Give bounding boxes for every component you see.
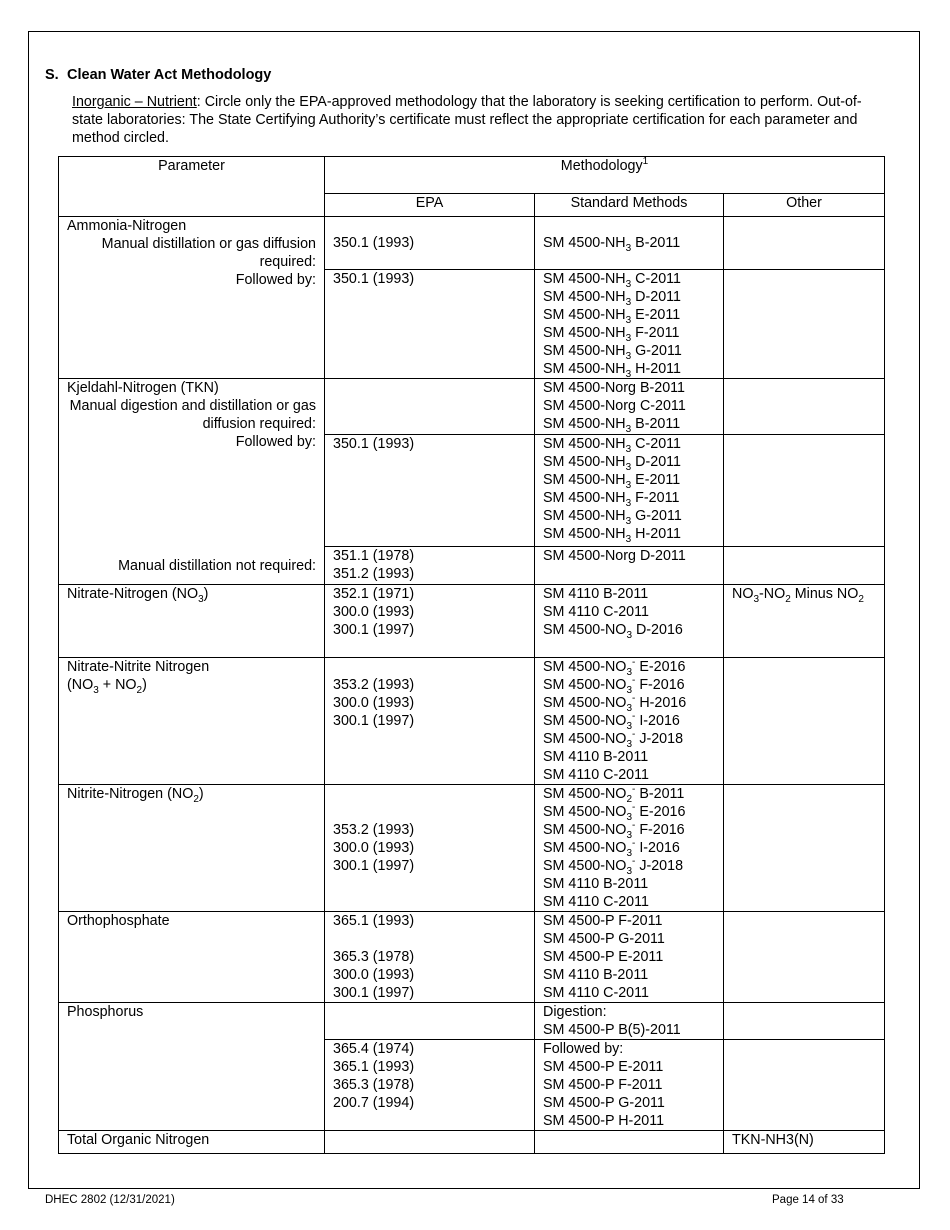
sm-cell: SM $4500-NO_3^-$ E-2016 SM $4500-NO_3^-$ F-2016 SM $4500-NO_3^-$ H-2016 SM $4500-NO_3^-$ I-2016 SM $4500-NO_3^-$ J-2018 SM 4110 B-2011 SM 4110 C-2011 (535, 658, 724, 785)
param-orthophosphate: Orthophosphate (59, 912, 325, 1003)
param-name: Kjeldahl-Nitrogen (TKN) (67, 380, 219, 396)
sm-cell: SM 4110 B-2011 SM 4110 C-2011 SM $4500-NO_3$ D-2016 (535, 585, 724, 658)
section-title-text: Clean Water Act Methodology (67, 67, 272, 83)
header-methodology: Methodology$^1$ (325, 157, 885, 194)
param-subcondition: Manual distillation or gas diffusion required: (101, 236, 316, 270)
param-phosphorus: Phosphorus (59, 1003, 325, 1131)
sm-cell: SM $4500-NH_3$ B-2011 (535, 217, 724, 270)
header-other: Other (724, 194, 885, 217)
table-row (59, 585, 885, 658)
table-row (59, 1131, 885, 1154)
epa-cell: 351.1 (1978) 351.2 (1993) (325, 547, 535, 585)
param-ammonia (59, 217, 325, 379)
param-subcondition-2: Manual distillation not required: (118, 558, 316, 574)
sm-cell: SM $4500-NH_3$ C-2011 SM $4500-NH_3$ D-2011 SM $4500-NH_3$ E-2011 SM $4500-NH_3$ F-2011 SM $4500-NH_3$ G-2011 SM $4500-NH_3$ H-2011 (535, 270, 724, 379)
param-nitrate-nitrite: Nitrate-Nitrite Nitrogen $(NO_3 + NO_2)$ (59, 658, 325, 785)
epa-cell: 353.2 (1993) 300.0 (1993) 300.1 (1997) (325, 785, 535, 912)
sm-cell: Digestion: SM 4500-P B(5)-2011 (535, 1003, 724, 1040)
sm-cell: SM $4500-NH_3$ C-2011 SM $4500-NH_3$ D-2011 SM $4500-NH_3$ E-2011 SM $4500-NH_3$ F-2011 SM $4500-NH_3$ G-2011 SM $4500-NH_3$ H-2011 (535, 435, 724, 547)
other-cell (724, 547, 885, 585)
methodology-table (58, 156, 885, 1154)
intro-label: Inorganic – Nutrient (72, 94, 197, 110)
footnote-marker: 1 (642, 156, 649, 168)
table-row (59, 379, 885, 435)
epa-cell: 350.1 (1993) (325, 217, 535, 270)
sm-cell: SM 4500-Norg D-2011 (535, 547, 724, 585)
epa-cell: 350.1 (1993) (325, 270, 535, 379)
sm-cell: SM $4500-NO_2^-$ B-2011 SM $4500-NO_3^-$ E-2016 SM $4500-NO_3^-$ F-2016 SM $4500-NO_3^-$ I-2016 SM $4500-NO_3^-$ J-2018 SM 4110 B-2011 SM 4110 C-2011 (535, 785, 724, 912)
other-cell (724, 1040, 885, 1131)
epa-cell (325, 1003, 535, 1040)
other-cell (724, 1003, 885, 1040)
other-cell: $NO_3-NO_2$ Minus $NO_2$ (724, 585, 885, 658)
param-total-organic-nitrogen: Total Organic Nitrogen (59, 1131, 325, 1154)
intro-paragraph (72, 93, 890, 147)
other-cell (724, 785, 885, 912)
header-epa: EPA (325, 194, 535, 217)
epa-cell (325, 1131, 535, 1154)
param-subcondition: Manual digestion and distillation or gas diffusion required: (69, 398, 316, 432)
param-followed-by: Followed by: (235, 272, 316, 288)
table-row (59, 1003, 885, 1040)
epa-cell (325, 379, 535, 435)
param-nitrate: Nitrate-Nitrogen $(NO_3)$ (59, 585, 325, 658)
section-letter: S. (45, 67, 59, 83)
table-row (59, 217, 885, 270)
table-row (59, 785, 885, 912)
other-cell (724, 912, 885, 1003)
sm-cell: Followed by: SM 4500-P E-2011 SM 4500-P F-2011 SM 4500-P G-2011 SM 4500-P H-2011 (535, 1040, 724, 1131)
footer-page-number: Page 14 of 33 (772, 1194, 844, 1206)
footer-form-id: DHEC 2802 (12/31/2021) (45, 1194, 175, 1206)
param-nitrite: Nitrite-Nitrogen $(NO_2)$ (59, 785, 325, 912)
param-tkn (59, 379, 325, 585)
param-followed-by: Followed by: (235, 434, 316, 450)
intro-text: : Circle only the EPA-approved methodology that the laboratory is seeking certification to perform. Out-of-state laboratories: The State Certifying Authority’s certificate must reflect the appropriate certification for each parameter and method circled. (72, 94, 862, 146)
other-cell: TKN-NH3(N) (724, 1131, 885, 1154)
other-cell (724, 435, 885, 547)
table-header-row (59, 157, 885, 194)
other-cell (724, 217, 885, 270)
other-cell (724, 379, 885, 435)
epa-cell: 352.1 (1971) 300.0 (1993) 300.1 (1997) (325, 585, 535, 658)
sm-cell (535, 1131, 724, 1154)
header-standard-methods: Standard Methods (535, 194, 724, 217)
epa-cell: 365.1 (1993) 365.3 (1978) 300.0 (1993) 300.1 (1997) (325, 912, 535, 1003)
epa-cell: 353.2 (1993) 300.0 (1993) 300.1 (1997) (325, 658, 535, 785)
epa-cell: 365.4 (1974) 365.1 (1993) 365.3 (1978) 200.7 (1994) (325, 1040, 535, 1131)
other-cell (724, 270, 885, 379)
other-cell (724, 658, 885, 785)
param-name: Ammonia-Nitrogen (67, 218, 187, 234)
epa-cell: 350.1 (1993) (325, 435, 535, 547)
table-row (59, 912, 885, 1003)
header-parameter: Parameter (59, 157, 325, 217)
section-title (45, 67, 271, 83)
table-row (59, 658, 885, 785)
sm-cell: SM 4500-Norg B-2011 SM 4500-Norg C-2011 SM $4500-NH_3$ B-2011 (535, 379, 724, 435)
sm-cell: SM 4500-P F-2011 SM 4500-P G-2011 SM 4500-P E-2011 SM 4110 B-2011 SM 4110 C-2011 (535, 912, 724, 1003)
